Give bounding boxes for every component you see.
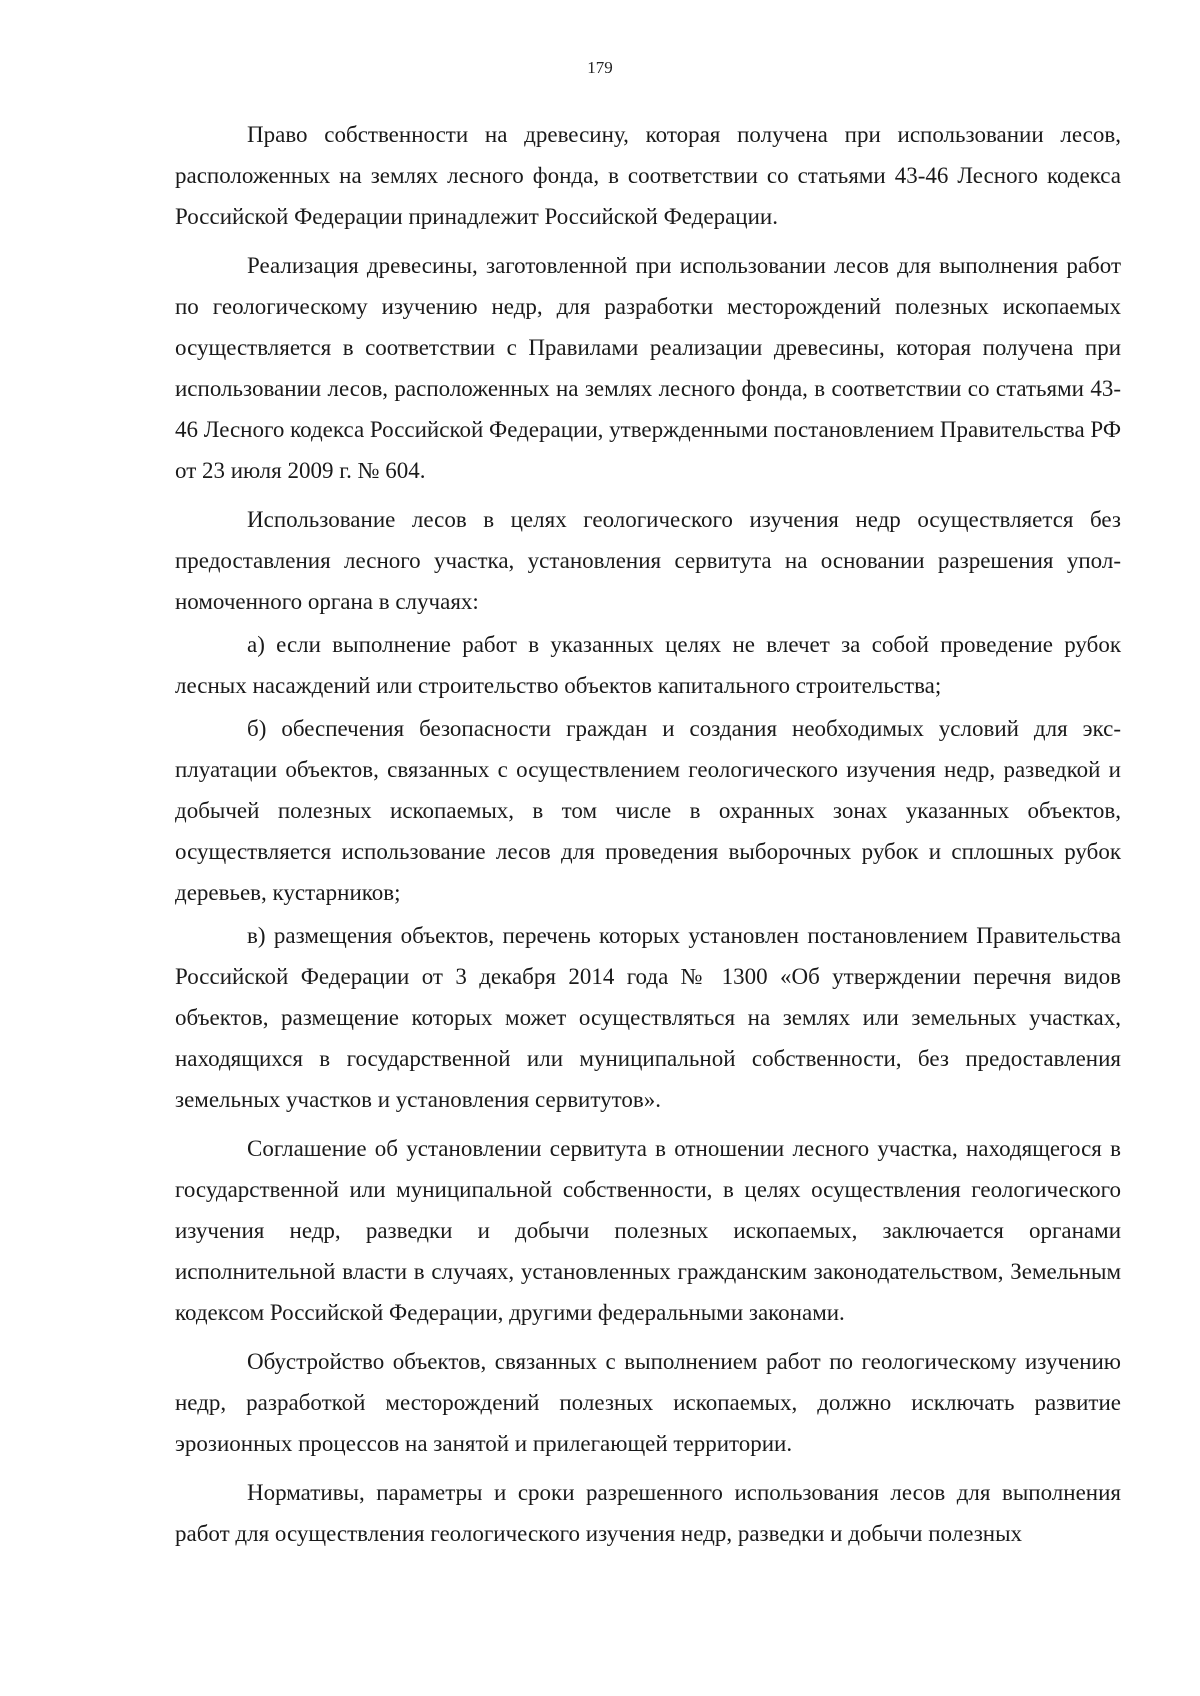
paragraph-servitude-agreement: Соглашение об установлении сервитута в отношении лесного участка, находящегося в государственной или муниципальной собственности, в целях осуществления геологического изучения недр, разведки и добычи полезных ископаемых, заключается органами исполнительной власти в случаях, установленных гражданским законодательством, Земельным кодексом Российской Федерации, другими федеральными законами. <box>175 1136 1121 1325</box>
paragraph-ownership: Право собственности на древесину, которая получена при использовании лесов, расположенных на землях лесного фонда, в соответствии со статьями 43-46 Лесного кодекса Российской Федерации принадлежит Российской Федерации. <box>175 122 1121 229</box>
list-item-v: в) размещения объектов, перечень которых установлен постановлением Правительства Российской Федерации от 3 декабря 2014 года № 1300 «Об утверждении перечня видов объектов, размещение которых может осуществляться на землях или земельных участках, находящихся в государственной или муниципальной собственности, без предоставления земельных участков и установления сервитутов». <box>175 923 1121 1112</box>
paragraph-forest-use-cases: Использование лесов в целях геологического изучения недр осуществляется без предоставления лесного участка, установления сервитута на основании разрешения уполномоченного органа в случаях: <box>175 507 1121 614</box>
paragraph-norms: Нормативы, параметры и сроки разрешенного использования лесов для выполнения работ для осуществления геологического изучения недр, разведки и добычи полезных <box>175 1480 1121 1546</box>
list-item-b: б) обеспечения безопасности граждан и создания необходимых условий для эксплуатации объектов, связанных с осуществлением геологического изучения недр, разведкой и добычей полезных ископаемых, в том числе в охранных зонах указанных объектов, осуществляется использование лесов для проведения выборочных рубок и сплошных рубок деревьев, кустарников; <box>175 716 1121 905</box>
paragraph-timber-sale: Реализация древесины, заготовленной при использовании лесов для выполнения работ по геологическому изучению недр, для разработки месторождений полезных ископаемых осуществляется в соответствии с Правилами реализации древесины, которая получена при использовании лесов, расположенных на землях лесного фонда, в соответствии со статьями 43-46 Лесного кодекса Российской Федерации, утвержденными постановлением Правительства РФ от 23 июля 2009 г. № 604. <box>175 253 1121 483</box>
page-number: 179 <box>587 58 613 77</box>
list-item-a: а) если выполнение работ в указанных целях не влечет за собой проведение рубок лесных насаждений или строительство объектов капитального строительства; <box>175 632 1121 698</box>
document-body <box>175 114 1121 1562</box>
paragraph-site-arrangement: Обустройство объектов, связанных с выполнением работ по геологическому изучению недр, разработкой месторождений полезных ископаемых, должно исключать развитие эрозионных процессов на занятой и прилегающей территории. <box>175 1349 1121 1456</box>
